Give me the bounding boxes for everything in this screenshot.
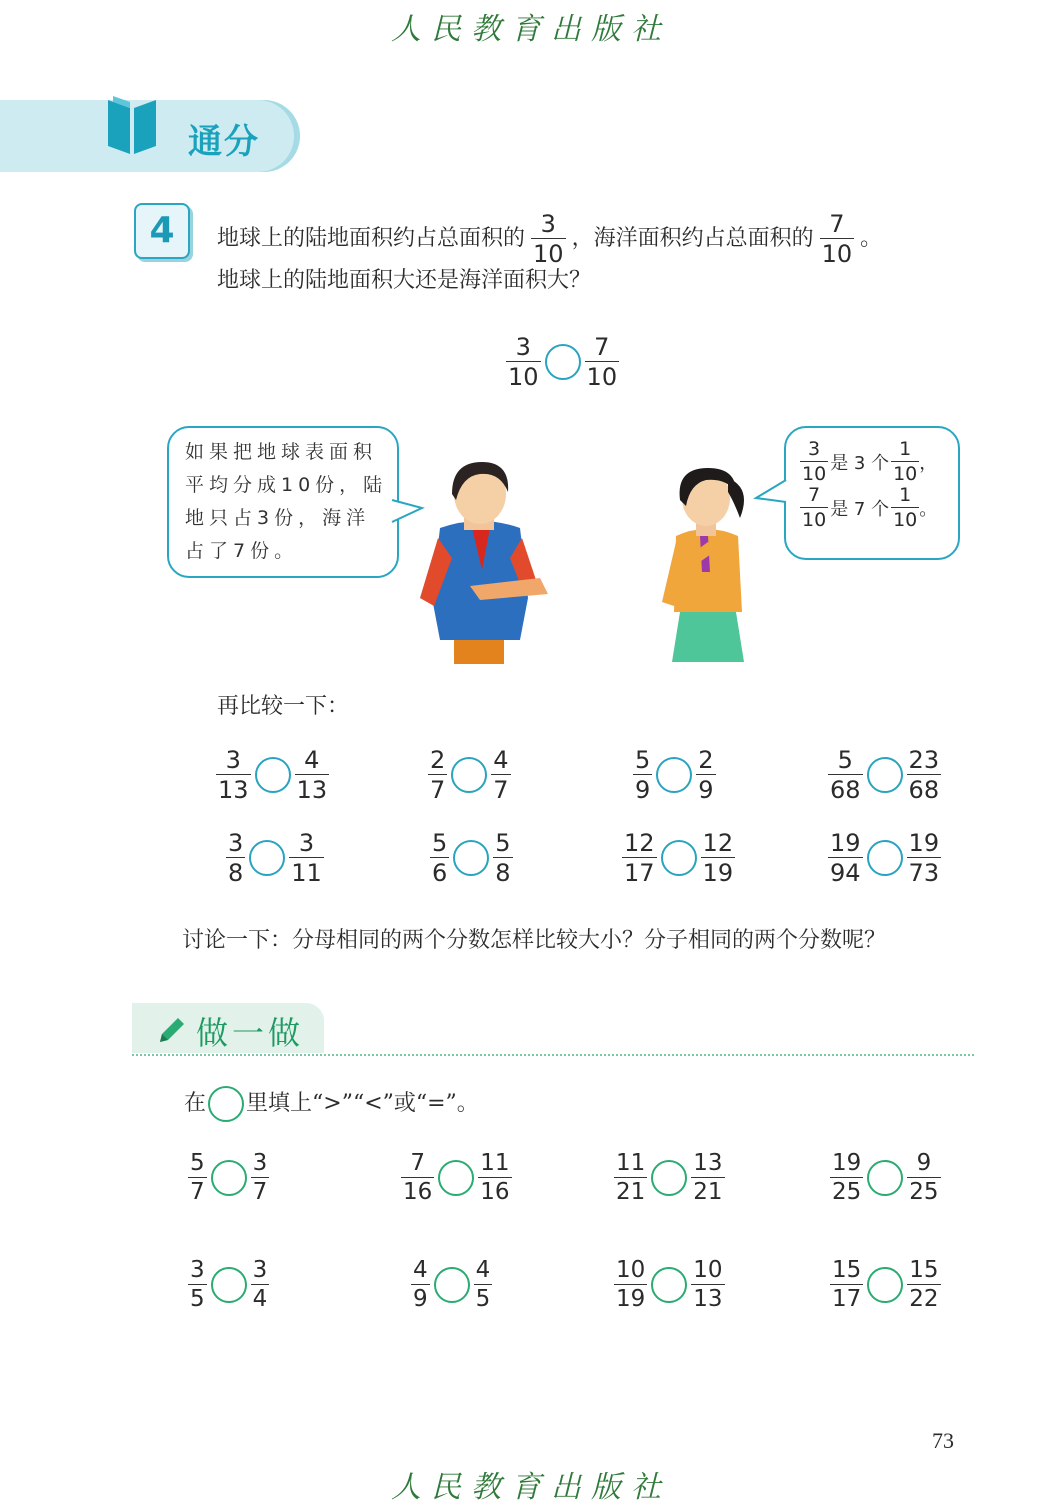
section-divider [132, 1054, 974, 1056]
boy-speech-bubble [167, 426, 399, 578]
fraction-land: $\frac{3}{10}$ [533, 210, 564, 268]
girl-speech-bubble [784, 426, 960, 560]
compare-circle[interactable] [545, 344, 581, 380]
compare-item: $\frac{5}{6}$ $\frac{5}{8}$ [432, 829, 511, 887]
practice-title: 做一做 [196, 1014, 305, 1052]
pencil-icon [154, 1014, 188, 1048]
bubble-line: $\frac{7}{10}$ 是 7 个 $\frac{1}{10}$ 。 [802, 484, 938, 531]
answer-circle[interactable] [867, 1160, 903, 1196]
practice-item: $\frac{5}{7}$ $\frac{3}{7}$ [190, 1150, 268, 1205]
practice-item: $\frac{19}{25}$ $\frac{9}{25}$ [832, 1150, 939, 1205]
boy-illustration [410, 458, 560, 664]
compare-item: $\frac{2}{7}$ $\frac{4}{7}$ [430, 746, 509, 804]
fraction-ocean: $\frac{7}{10}$ [821, 210, 853, 268]
practice-item: $\frac{10}{19}$ $\frac{10}{13}$ [616, 1257, 723, 1312]
answer-circle[interactable] [438, 1160, 474, 1196]
answer-circle[interactable] [867, 1267, 903, 1303]
section-title: 通分 [188, 122, 260, 162]
page-number: 73 [932, 1428, 954, 1453]
example-text-end: 。 [860, 226, 883, 251]
bubble-line: $\frac{3}{10}$ 是 3 个 $\frac{1}{10}$ ， [802, 438, 938, 485]
compare-circle[interactable] [249, 840, 285, 876]
compare-circle[interactable] [867, 840, 903, 876]
bubble-line: 地只占3份，海洋 [185, 507, 371, 529]
bubble-tail [752, 478, 788, 508]
compare-circle[interactable] [867, 757, 903, 793]
compare-circle[interactable] [453, 840, 489, 876]
fraction: $\frac{3}{10}$ [508, 333, 539, 391]
girl-illustration [656, 462, 756, 662]
answer-circle[interactable] [651, 1160, 687, 1196]
instruction-circle [208, 1086, 244, 1122]
example-number-badge: 4 [134, 203, 190, 259]
fraction: $\frac{1}{10}$ [893, 438, 918, 485]
bubble-line: 占了7份。 [185, 540, 299, 562]
answer-circle[interactable] [434, 1267, 470, 1303]
compare-circle[interactable] [661, 840, 697, 876]
example-text-a: 地球上的陆地面积约占总面积的 [217, 226, 526, 251]
compare-item: $\frac{5}{9}$ $\frac{2}{9}$ [635, 746, 714, 804]
example-text-b: ，海洋面积约占总面积的 [571, 226, 814, 251]
practice-item: $\frac{4}{9}$ $\frac{4}{5}$ [413, 1257, 491, 1312]
publisher-header: 人民教育出版社 [391, 12, 671, 47]
main-comparison [506, 335, 619, 389]
answer-circle[interactable] [211, 1160, 247, 1196]
example-line-2: 地球上的陆地面积大还是海洋面积大？ [217, 268, 592, 293]
fraction: $\frac{3}{10}$ [802, 438, 827, 485]
bubble-line: 平均分成10份，陆 [185, 474, 388, 496]
discussion-prompt: 讨论一下：分母相同的两个分数怎样比较大小？分子相同的两个分数呢？ [182, 928, 887, 953]
compare-circle[interactable] [255, 757, 291, 793]
compare-item: $\frac{5}{68}$ $\frac{23}{68}$ [830, 746, 940, 804]
fraction: $\frac{7}{10}$ [802, 484, 827, 531]
compare-circle[interactable] [451, 757, 487, 793]
open-book-icon [104, 94, 160, 156]
practice-item: $\frac{7}{16}$ $\frac{11}{16}$ [403, 1150, 510, 1205]
compare-item: $\frac{3}{8}$ $\frac{3}{11}$ [228, 829, 322, 887]
practice-instruction: 在 里填上“>”“<”或“=”。 [184, 1086, 479, 1122]
compare-circle[interactable] [656, 757, 692, 793]
compare-again-label: 再比较一下： [217, 694, 350, 719]
answer-circle[interactable] [651, 1267, 687, 1303]
fraction: $\frac{7}{10}$ [586, 333, 618, 391]
publisher-footer: 人民教育出版社 [391, 1470, 671, 1505]
bubble-line: 如果把地球表面积 [185, 441, 378, 463]
compare-item: $\frac{3}{13}$ $\frac{4}{13}$ [218, 746, 328, 804]
compare-item: $\frac{19}{94}$ $\frac{19}{73}$ [830, 829, 940, 887]
fraction: $\frac{1}{10}$ [893, 484, 918, 531]
practice-item: $\frac{3}{5}$ $\frac{3}{4}$ [190, 1257, 268, 1312]
practice-item: $\frac{11}{21}$ $\frac{13}{21}$ [616, 1150, 723, 1205]
answer-circle[interactable] [211, 1267, 247, 1303]
example-line-1 [217, 212, 882, 266]
practice-item: $\frac{15}{17}$ $\frac{15}{22}$ [832, 1257, 939, 1312]
compare-item: $\frac{12}{17}$ $\frac{12}{19}$ [624, 829, 734, 887]
